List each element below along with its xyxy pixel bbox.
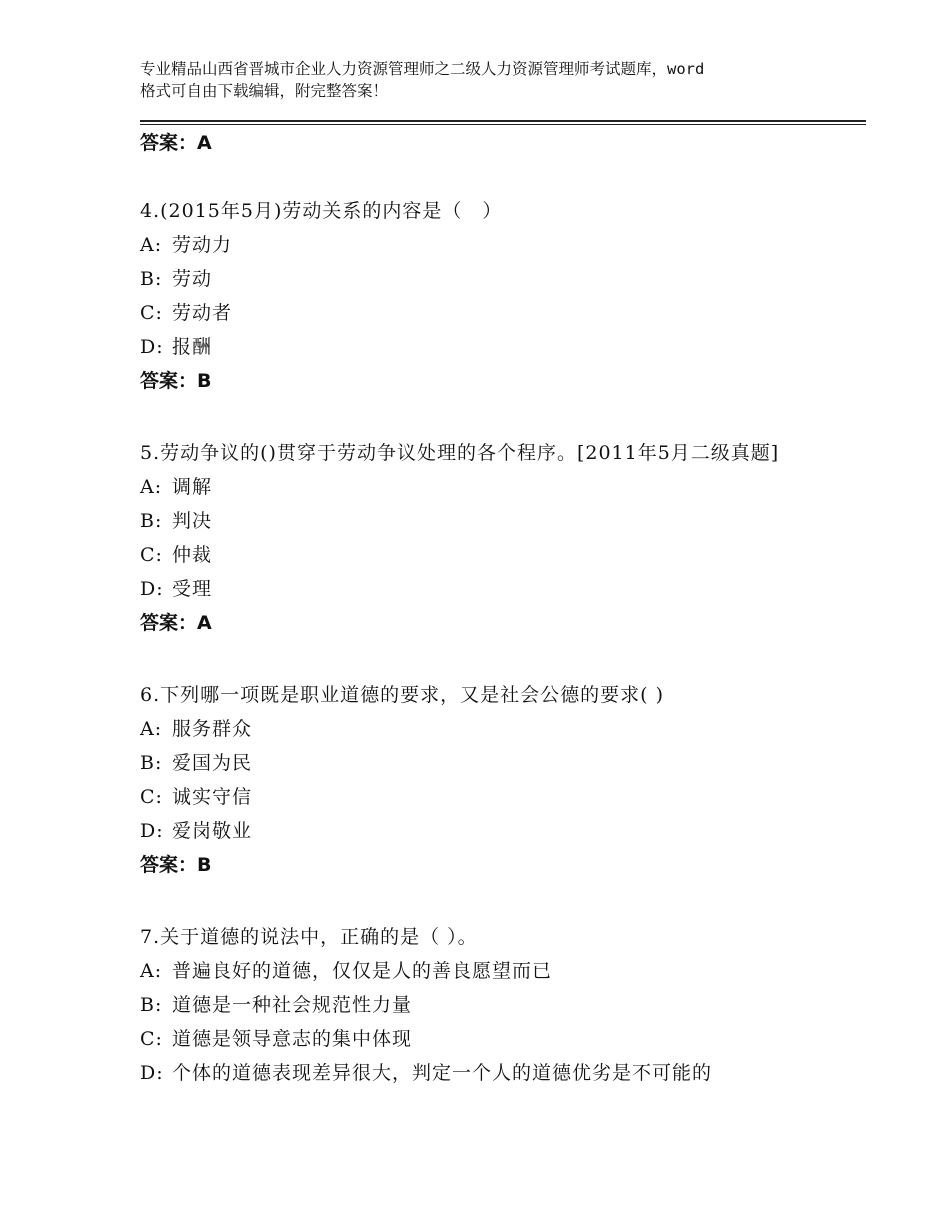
question-text: 5.劳动争议的()贯穿于劳动争议处理的各个程序。[2011年5月二级真题] [140, 442, 780, 464]
option-c [140, 1022, 820, 1056]
option-text: 诚实守信 [172, 786, 253, 808]
option-text: 个体的道德表现差异很大，判定一个人的道德优劣是不可能的 [172, 1062, 713, 1084]
option-text: 受理 [172, 578, 213, 600]
header-line-2: 格式可自由下载编辑，附完整答案！ [140, 82, 389, 100]
question-block [140, 436, 820, 640]
option-key: D: [140, 820, 164, 842]
document-content [140, 128, 820, 1090]
question-text: 4.(2015年5月)劳动关系的内容是（ ） [140, 200, 503, 222]
option-key: A: [140, 234, 163, 256]
answer-line: 答案：B [140, 854, 212, 876]
question-text: 7.关于道德的说法中，正确的是（ ）。 [140, 926, 478, 948]
answer-line: 答案：B [140, 370, 212, 392]
option-text: 劳动者 [172, 302, 233, 324]
option-key: C: [140, 302, 163, 324]
question-block [140, 678, 820, 882]
option-c [140, 296, 820, 330]
option-key: D: [140, 336, 164, 358]
option-a [140, 954, 820, 988]
option-text: 爱国为民 [172, 752, 253, 774]
option-text: 普遍良好的道德，仅仅是人的善良愿望而已 [172, 960, 553, 982]
header-rule-thin [140, 124, 866, 125]
option-key: B: [140, 752, 163, 774]
option-text: 劳动力 [172, 234, 233, 256]
option-key: C: [140, 786, 163, 808]
option-d [140, 330, 820, 364]
option-key: D: [140, 578, 164, 600]
option-c [140, 538, 820, 572]
question-block [140, 920, 820, 1090]
option-text: 道德是一种社会规范性力量 [172, 994, 413, 1016]
question-block [140, 194, 820, 398]
option-key: B: [140, 994, 163, 1016]
option-d [140, 814, 820, 848]
header-line-1: 专业精品山西省晋城市企业人力资源管理师之二级人力资源管理师考试题库，word [140, 60, 705, 78]
option-b [140, 504, 820, 538]
question-text: 6.下列哪一项既是职业道德的要求，又是社会公德的要求( ) [140, 684, 664, 706]
option-b [140, 988, 820, 1022]
option-text: 爱岗敬业 [172, 820, 253, 842]
option-text: 道德是领导意志的集中体现 [172, 1028, 413, 1050]
option-key: C: [140, 544, 163, 566]
option-key: B: [140, 268, 163, 290]
option-key: B: [140, 510, 163, 532]
document-header [140, 58, 840, 102]
option-key: A: [140, 718, 163, 740]
option-text: 劳动 [172, 268, 213, 290]
option-text: 仲裁 [172, 544, 213, 566]
option-d [140, 572, 820, 606]
answer-line: 答案：A [140, 612, 212, 634]
option-b [140, 262, 820, 296]
option-text: 调解 [172, 476, 213, 498]
option-key: C: [140, 1028, 163, 1050]
option-c [140, 780, 820, 814]
option-a [140, 228, 820, 262]
header-rule-thick [140, 120, 866, 122]
option-key: A: [140, 476, 163, 498]
option-text: 报酬 [172, 336, 213, 358]
previous-answer: 答案：A [140, 132, 212, 154]
option-b [140, 746, 820, 780]
option-key: D: [140, 1062, 164, 1084]
option-text: 服务群众 [172, 718, 253, 740]
option-a [140, 712, 820, 746]
option-d [140, 1056, 820, 1090]
option-text: 判决 [172, 510, 213, 532]
option-key: A: [140, 960, 163, 982]
option-a [140, 470, 820, 504]
